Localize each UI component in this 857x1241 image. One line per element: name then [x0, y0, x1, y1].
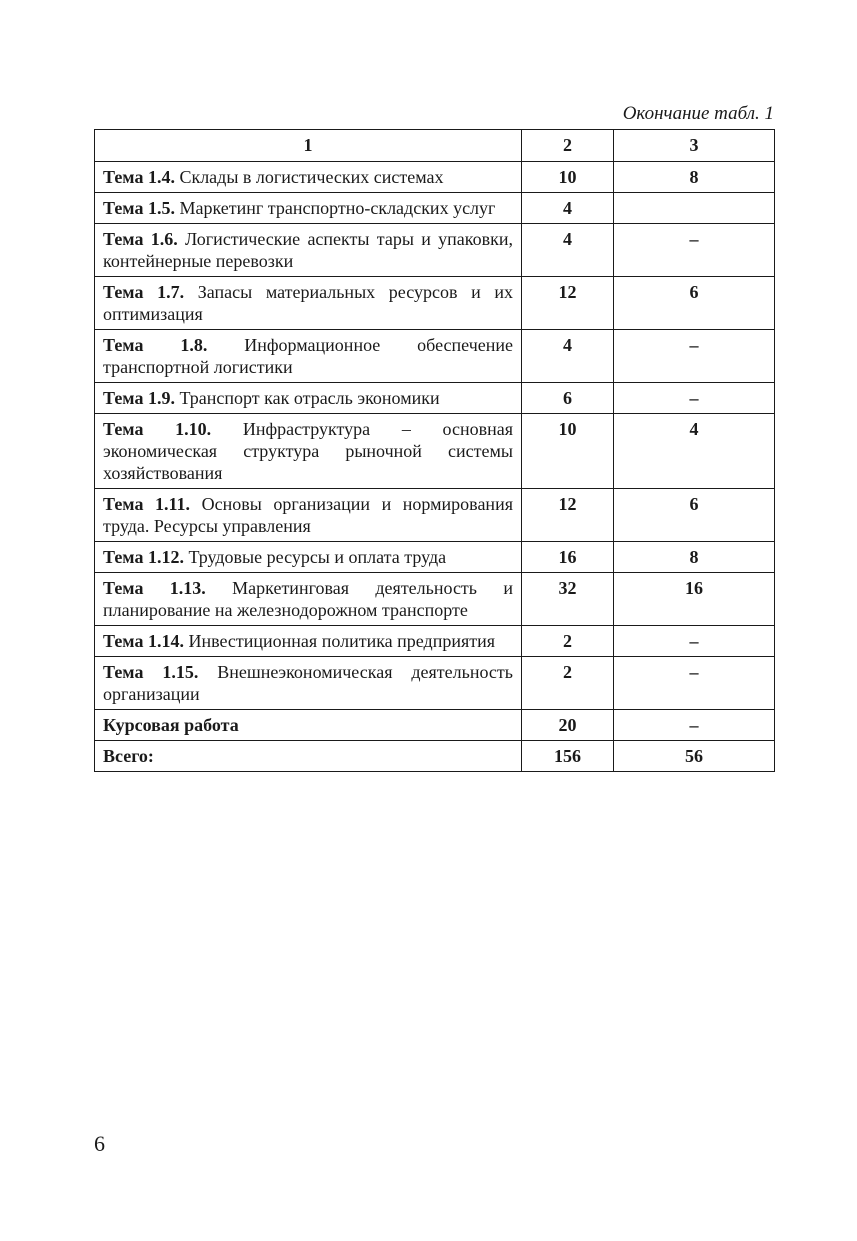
topic-label: Тема 1.10. [103, 419, 212, 439]
topic-label: Тема 1.4. [103, 167, 175, 187]
table-row [95, 542, 775, 573]
topic-cell [95, 542, 522, 573]
topic-label: Тема 1.9. [103, 388, 175, 408]
topic-label: Тема 1.5. [103, 198, 175, 218]
column-header-3: 3 [614, 130, 775, 162]
table-row [95, 193, 775, 224]
topic-text: Инвестиционная политика предприятия [183, 631, 496, 651]
topic-cell [95, 162, 522, 193]
hours-practice-cell: – [614, 224, 775, 277]
topic-text: Основы организации и нормирования труда. Ресурсы управления [103, 494, 513, 536]
hours-practice-cell: – [614, 330, 775, 383]
hours-practice-cell: 6 [614, 489, 775, 542]
table-row [95, 573, 775, 626]
topic-text: Логистические аспекты тары и упаковки, контейнерные перевозки [103, 229, 514, 271]
table-row [95, 741, 775, 772]
topic-label: Тема 1.12. [103, 547, 184, 567]
topic-label: Курсовая работа [103, 715, 239, 735]
hours-total-cell: 6 [522, 383, 614, 414]
topic-label: Тема 1.6. [103, 229, 178, 249]
topic-cell [95, 657, 522, 710]
topic-text: Запасы материальных ресурсов и их оптимизация [103, 282, 513, 324]
hours-practice-cell: – [614, 657, 775, 710]
column-header-1: 1 [95, 130, 522, 162]
table-row [95, 414, 775, 489]
table-row [95, 277, 775, 330]
hours-total-cell: 12 [522, 489, 614, 542]
table-body [95, 162, 775, 772]
hours-practice-cell: – [614, 626, 775, 657]
hours-practice-cell: 8 [614, 542, 775, 573]
topic-cell [95, 573, 522, 626]
topic-cell [95, 193, 522, 224]
hours-total-cell: 2 [522, 626, 614, 657]
topic-label: Тема 1.14. [103, 631, 184, 651]
topic-text: Трудовые ресурсы и оплата труда [183, 547, 447, 567]
hours-practice-cell: 8 [614, 162, 775, 193]
column-header-2: 2 [522, 130, 614, 162]
hours-practice-cell: – [614, 710, 775, 741]
hours-table [94, 129, 775, 772]
topic-cell [95, 741, 522, 772]
topic-text: Информационное обеспечение транспортной логистики [103, 335, 513, 377]
hours-total-cell: 156 [522, 741, 614, 772]
topic-text: Инфраструктура – основная экономическая структура рыночной системы хозяйствования [103, 419, 513, 483]
topic-text: Внешнеэкономическая деятельность организации [103, 662, 513, 704]
page-number: 6 [94, 1131, 105, 1156]
topic-label: Тема 1.8. [103, 335, 208, 355]
table-row [95, 710, 775, 741]
table-row [95, 489, 775, 542]
table-row [95, 626, 775, 657]
topic-text: Транспорт как отрасль экономики [174, 388, 440, 408]
topic-cell [95, 414, 522, 489]
topic-text: Маркетинг транспортно-складских услуг [174, 198, 496, 218]
hours-total-cell: 32 [522, 573, 614, 626]
topic-cell [95, 330, 522, 383]
table-row [95, 330, 775, 383]
table-row [95, 383, 775, 414]
topic-label: Тема 1.7. [103, 282, 185, 302]
topic-label: Тема 1.15. [103, 662, 199, 682]
hours-total-cell: 4 [522, 193, 614, 224]
table-row [95, 657, 775, 710]
hours-practice-cell [614, 193, 775, 224]
topic-label: Тема 1.13. [103, 578, 206, 598]
hours-practice-cell: 56 [614, 741, 775, 772]
topic-cell [95, 277, 522, 330]
hours-total-cell: 16 [522, 542, 614, 573]
table-row [95, 162, 775, 193]
topic-cell [95, 489, 522, 542]
topic-label: Всего: [103, 746, 154, 766]
topic-label: Тема 1.11. [103, 494, 191, 514]
hours-total-cell: 10 [522, 414, 614, 489]
topic-cell [95, 626, 522, 657]
hours-practice-cell: 16 [614, 573, 775, 626]
hours-total-cell: 20 [522, 710, 614, 741]
hours-total-cell: 10 [522, 162, 614, 193]
table-header-row [95, 130, 775, 162]
table-caption: Окончание табл. 1 [622, 103, 774, 124]
topic-cell [95, 383, 522, 414]
hours-practice-cell: – [614, 383, 775, 414]
hours-practice-cell: 4 [614, 414, 775, 489]
topic-text: Маркетинговая деятельность и планирование на железнодорожном транспорте [103, 578, 513, 620]
hours-total-cell: 4 [522, 224, 614, 277]
hours-total-cell: 12 [522, 277, 614, 330]
hours-total-cell: 4 [522, 330, 614, 383]
table-row [95, 224, 775, 277]
topic-text: Склады в логистических системах [174, 167, 444, 187]
hours-total-cell: 2 [522, 657, 614, 710]
topic-cell [95, 224, 522, 277]
topic-cell [95, 710, 522, 741]
hours-practice-cell: 6 [614, 277, 775, 330]
